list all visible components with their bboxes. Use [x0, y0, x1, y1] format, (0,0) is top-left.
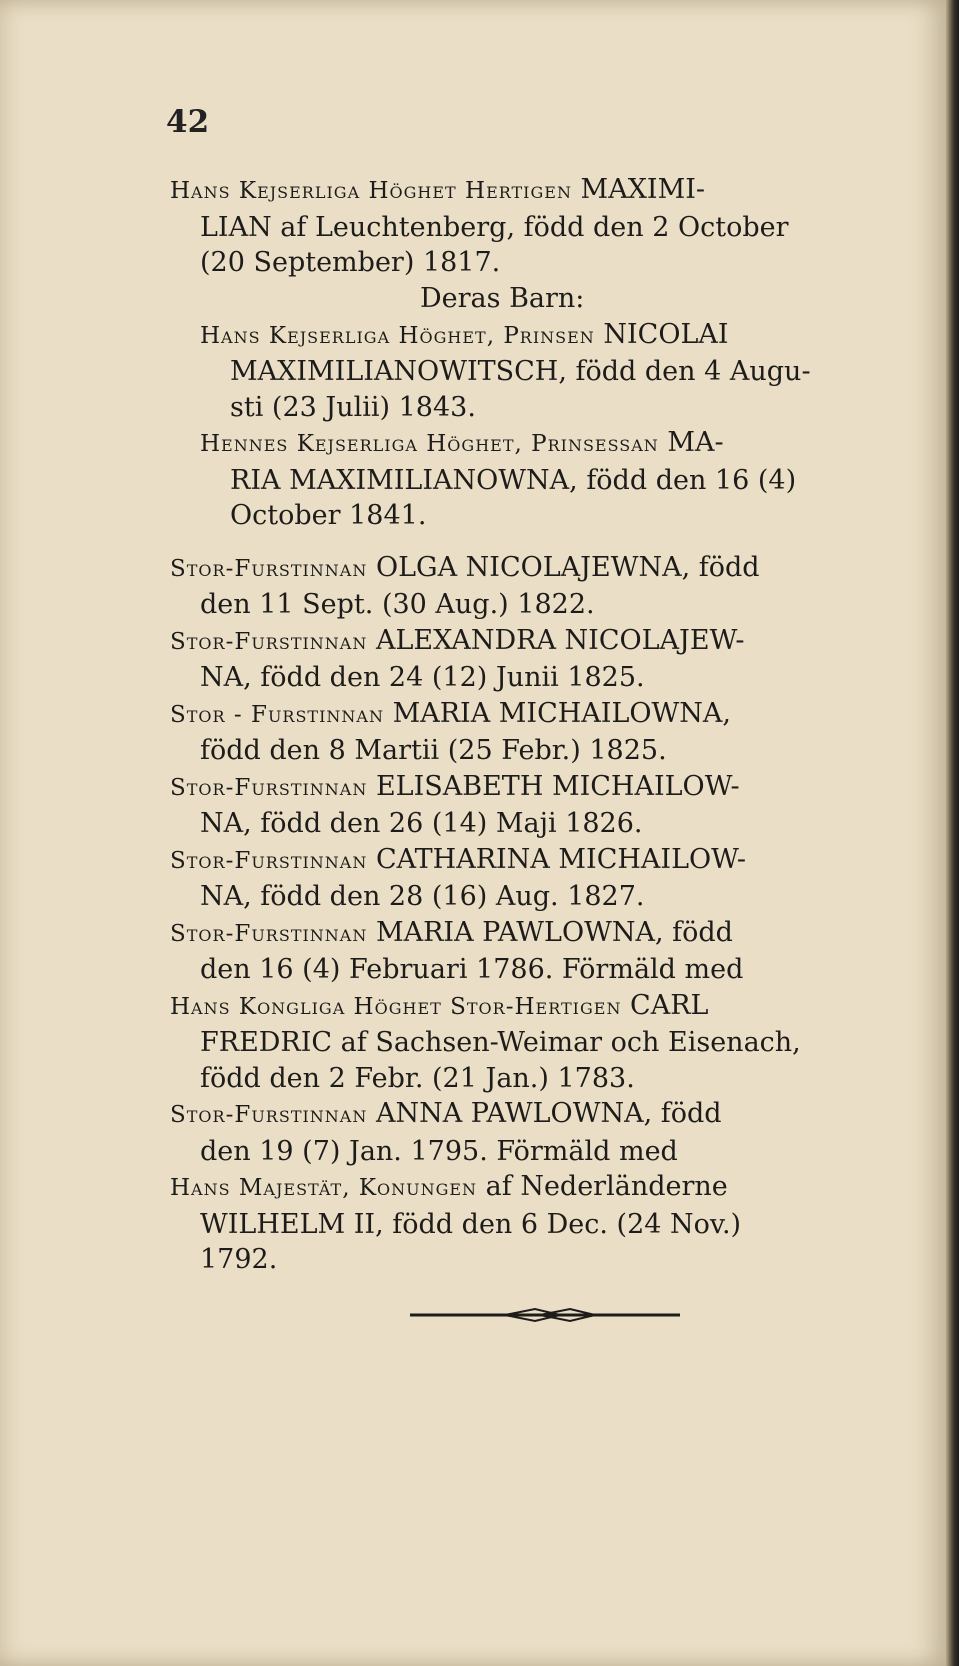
- entry-title: Hennes Kejserliga Höghet, Prinsessan: [200, 431, 659, 457]
- entry-title: Hans Kongliga Höghet Stor-Hertigen: [170, 993, 622, 1020]
- entry-name: af Nederländerne: [477, 1171, 728, 1202]
- entry-catharina: [170, 842, 930, 915]
- entry-line: född den 2 Febr. (21 Jan.) 1783.: [200, 1062, 635, 1094]
- entry-name: MARIA MICHAILOWNA,: [383, 697, 731, 729]
- entry-line: RIA MAXIMILIANOWNA, född den 16 (4): [230, 464, 797, 496]
- entry-nicolai: [170, 317, 930, 426]
- entry-line: sti (23 Julii) 1843.: [230, 391, 476, 423]
- entry-wilhelm: [170, 1169, 930, 1278]
- entry-title: Stor - Furstinnan: [170, 701, 384, 728]
- entry-title: Hans Kejserliga Höghet, Prinsen: [200, 322, 595, 349]
- entry-title: Stor-Furstinnan: [170, 920, 368, 947]
- ornament-divider-icon: [410, 1303, 680, 1327]
- entry-line: FREDRIC af Sachsen-Weimar och Eisenach,: [200, 1027, 801, 1058]
- entry-line: October 1841.: [230, 500, 427, 531]
- entry-name: ELISABETH MICHAILOW-: [367, 770, 740, 802]
- entry-name: MARIA PAWLOWNA, född: [367, 916, 733, 948]
- entry-name: CARL: [621, 989, 709, 1021]
- entry-name: MA-: [658, 427, 724, 458]
- entry-anna-pawlowna: [170, 1096, 930, 1169]
- entry-maria-pawlowna: [170, 915, 930, 988]
- entry-line: den 11 Sept. (30 Aug.) 1822.: [200, 589, 595, 620]
- entry-line: NA, född den 26 (14) Maji 1826.: [200, 808, 643, 839]
- entry-title: Stor-Furstinnan: [170, 628, 368, 655]
- section-heading: Deras Barn:: [420, 282, 585, 314]
- page-edge: [946, 0, 959, 1666]
- entry-title: Hans Kejserliga Höghet Hertigen: [170, 178, 572, 204]
- entry-line: född den 8 Martii (25 Febr.) 1825.: [200, 735, 667, 766]
- entry-title: Stor-Furstinnan: [170, 774, 368, 801]
- entry-alexandra: [170, 623, 930, 696]
- entry-line: NA, född den 24 (12) Junii 1825.: [200, 662, 645, 693]
- entry-line: (20 September) 1817.: [200, 247, 501, 278]
- page-number: 42: [166, 104, 210, 140]
- entry-maximilian: [170, 172, 930, 281]
- entry-title: Stor-Furstinnan: [170, 555, 368, 582]
- entry-maria-michailowna: [170, 696, 930, 769]
- spacer: [170, 534, 930, 550]
- entry-name: OLGA NICOLAJEWNA, född: [367, 551, 760, 583]
- entry-name: CATHARINA MICHAILOW-: [367, 843, 747, 875]
- entry-name: ANNA PAWLOWNA, född: [367, 1098, 722, 1129]
- entry-name: ALEXANDRA NICOLAJEW-: [367, 624, 745, 656]
- entry-name: MAXIMI-: [571, 174, 706, 205]
- entry-title: Stor-Furstinnan: [170, 1102, 368, 1128]
- page-text: [170, 172, 930, 1278]
- entry-line: den 16 (4) Februari 1786. Förmäld med: [200, 954, 744, 985]
- entry-line: WILHELM II, född den 6 Dec. (24 Nov.): [200, 1208, 742, 1240]
- entry-elisabeth: [170, 769, 930, 842]
- entry-line: MAXIMILIANOWITSCH, född den 4 Augu-: [230, 356, 811, 387]
- entry-name: NICOLAI: [594, 318, 729, 350]
- entry-olga: [170, 550, 930, 623]
- entry-title: Stor-Furstinnan: [170, 847, 368, 874]
- entry-maria-maximilianowna: [170, 425, 930, 534]
- entry-line: LIAN af Leuchtenberg, född den 2 October: [200, 211, 789, 243]
- entry-line: 1792.: [200, 1244, 278, 1275]
- entry-line: NA, född den 28 (16) Aug. 1827.: [200, 881, 645, 912]
- entry-title: Hans Majestät, Konungen: [170, 1175, 478, 1201]
- entry-line: den 19 (7) Jan. 1795. Förmäld med: [200, 1135, 678, 1167]
- entry-carl-fredric: [170, 988, 930, 1097]
